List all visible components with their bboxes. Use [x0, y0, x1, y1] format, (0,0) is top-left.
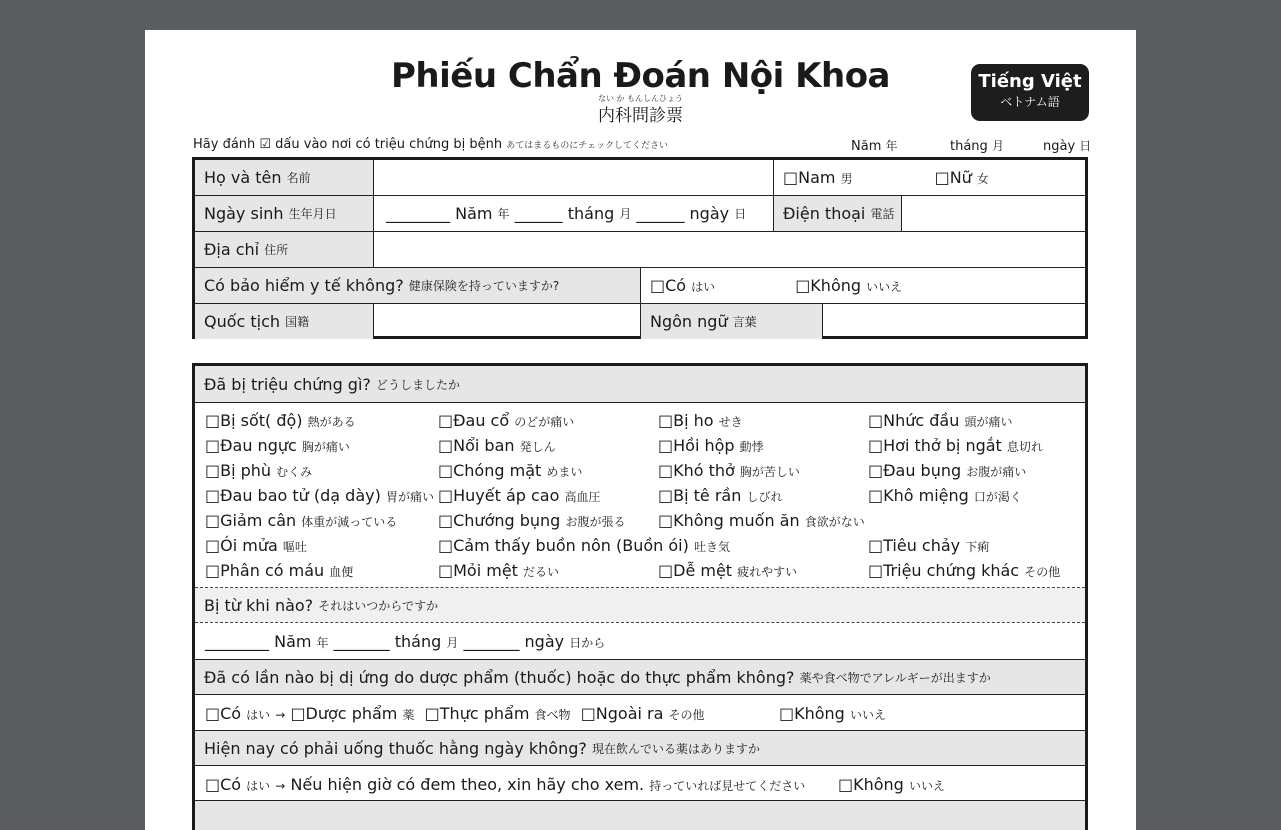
symptom-checkbox[interactable]: □Đau bụng お腹が痛い	[868, 461, 1027, 480]
insurance-options	[641, 268, 1085, 304]
name-input[interactable]	[374, 160, 774, 196]
address-input[interactable]	[374, 232, 1085, 268]
gender-cell	[774, 160, 1085, 196]
symptom-checkbox[interactable]: □Đau cổ のどが痛い	[438, 411, 575, 430]
form-subtitle: 内科問診票	[598, 106, 683, 126]
symptom-checkbox[interactable]: □Giảm cân 体重が減っている	[205, 511, 398, 530]
name-label: Họ và tên 名前	[195, 160, 374, 196]
allergy-yes-checkbox[interactable]: □Có はい	[205, 704, 271, 723]
language-badge	[971, 64, 1089, 121]
symptom-checkbox[interactable]: □Chóng mặt めまい	[438, 461, 583, 480]
symptoms-header: Đã bị triệu chứng gì? どうしましたか	[195, 366, 1085, 402]
symptom-checkbox[interactable]: □Triệu chứng khác その他	[868, 561, 1061, 580]
phone-label: Điện thoại 電話	[774, 196, 902, 232]
allergy-other-checkbox[interactable]: □Ngoài ra その他	[580, 704, 705, 723]
allergy-food-checkbox[interactable]: □Thực phẩm 食べ物	[424, 704, 571, 723]
symptom-checkbox[interactable]: □Hơi thở bị ngắt 息切れ	[868, 436, 1043, 455]
symptom-checkbox[interactable]: □Tiêu chảy 下痢	[868, 536, 990, 555]
insurance-no-checkbox[interactable]: □Không いいえ	[795, 276, 903, 295]
since-when-input[interactable]: ________ Năm 年 _______ tháng 月 _______ ngày 日から	[205, 632, 606, 651]
symptom-checkbox[interactable]: □Huyết áp cao 高血圧	[438, 486, 601, 505]
birthday-input[interactable]: ________ Năm 年 ______ tháng 月 ______ ngày 日	[374, 196, 774, 232]
instruction: Hãy đánh ☑ dấu vào nơi có triệu chứng bị bệnh あてはまるものにチェックしてください	[193, 137, 668, 152]
allergy-no-checkbox[interactable]: □Không いいえ	[779, 704, 886, 723]
language-name: Tiếng Việt	[978, 71, 1082, 92]
language-input[interactable]	[823, 304, 1085, 339]
insurance-label: Có bảo hiểm y tế không? 健康保険を持っていますか?	[195, 268, 641, 304]
symptom-checkbox[interactable]: □Không muốn ăn 食欲がない	[658, 511, 865, 530]
female-checkbox[interactable]: □Nữ 女	[934, 168, 989, 187]
questionnaire-page	[145, 30, 1136, 830]
phone-input[interactable]	[902, 196, 1085, 232]
symptom-checkbox[interactable]: □Khô miệng 口が渇く	[868, 486, 1022, 505]
symptom-checkbox[interactable]: □Dễ mệt 疲れやすい	[658, 561, 798, 580]
symptom-checkbox[interactable]: □Ói mửa 嘔吐	[205, 536, 307, 555]
symptom-checkbox[interactable]: □Chướng bụng お腹が張る	[438, 511, 626, 530]
medication-no-checkbox[interactable]: □Không いいえ	[838, 775, 945, 794]
medication-options: □Có はい → Nếu hiện giờ có đem theo, xin hãy cho xem. 持っていれば見せてください	[205, 775, 806, 794]
medication-header: Hiện nay có phải uống thuốc hằng ngày không? 現在飲んでいる薬はありますか	[195, 731, 1085, 765]
language-name-japanese: ベトナム語	[1000, 95, 1060, 109]
symptom-checkbox[interactable]: □Khó thở 胸が苦しい	[658, 461, 800, 480]
symptom-checkbox[interactable]: □Bị tê rần しびれ	[658, 486, 783, 505]
symptom-checkbox[interactable]: □Phân có máu 血便	[205, 561, 354, 580]
personal-info-table	[192, 157, 1088, 339]
symptom-checkbox[interactable]: □Nhức đầu 頭が痛い	[868, 411, 1013, 430]
address-label: Địa chỉ 住所	[195, 232, 374, 268]
birthday-label: Ngày sinh 生年月日	[195, 196, 374, 232]
allergy-header: Đã có lần nào bị dị ứng do dược phẩm (thuốc) hoặc do thực phẩm không? 薬や食べ物でアレルギーが出ますか	[195, 660, 1085, 694]
symptom-checkbox[interactable]: □Nổi ban 発しん	[438, 436, 556, 455]
symptom-checkbox[interactable]: □Đau bao tử (dạ dày) 胃が痛い	[205, 486, 434, 505]
symptom-checkbox[interactable]: □Bị phù むくみ	[205, 461, 313, 480]
since-when-header: Bị từ khi nào? それはいつからですか	[195, 588, 1085, 622]
symptom-checkbox[interactable]: □Cảm thấy buồn nôn (Buồn ói) 吐き気	[438, 536, 730, 555]
allergy-options: □Có はい → □Dược phẩm 薬 □Thực phẩm 食べ物 □Ngoài ra その他	[205, 704, 705, 723]
insurance-yes-checkbox[interactable]: □Có はい	[650, 276, 716, 295]
symptom-checkbox[interactable]: □Bị ho せき	[658, 411, 743, 430]
language-label: Ngôn ngữ 言葉	[641, 304, 823, 339]
allergy-drug-checkbox[interactable]: □Dược phẩm 薬	[290, 704, 415, 723]
symptom-checkbox[interactable]: □Hồi hộp 動悸	[658, 436, 764, 455]
symptom-checkbox[interactable]: □Đau ngực 胸が痛い	[205, 436, 350, 455]
symptom-checkbox[interactable]: □Bị sốt( độ) 熱がある	[205, 411, 356, 430]
medication-yes-checkbox[interactable]: □Có はい	[205, 775, 271, 794]
date-day: ngày 日	[1043, 139, 1092, 154]
subtitle-ruby: ない か もんしんひょう	[597, 94, 684, 103]
symptom-table	[192, 363, 1088, 830]
date-year: Năm 年	[851, 139, 898, 154]
symptom-checkbox[interactable]: □Mỏi mệt だるい	[438, 561, 560, 580]
form-title: Phiếu Chẩn Đoán Nội Khoa	[390, 56, 890, 96]
male-checkbox[interactable]: □Nam 男	[783, 168, 853, 187]
next-section-header	[195, 801, 1085, 830]
nationality-label: Quốc tịch 国籍	[195, 304, 374, 339]
nationality-input[interactable]	[374, 304, 641, 339]
date-month: tháng 月	[950, 139, 1004, 154]
